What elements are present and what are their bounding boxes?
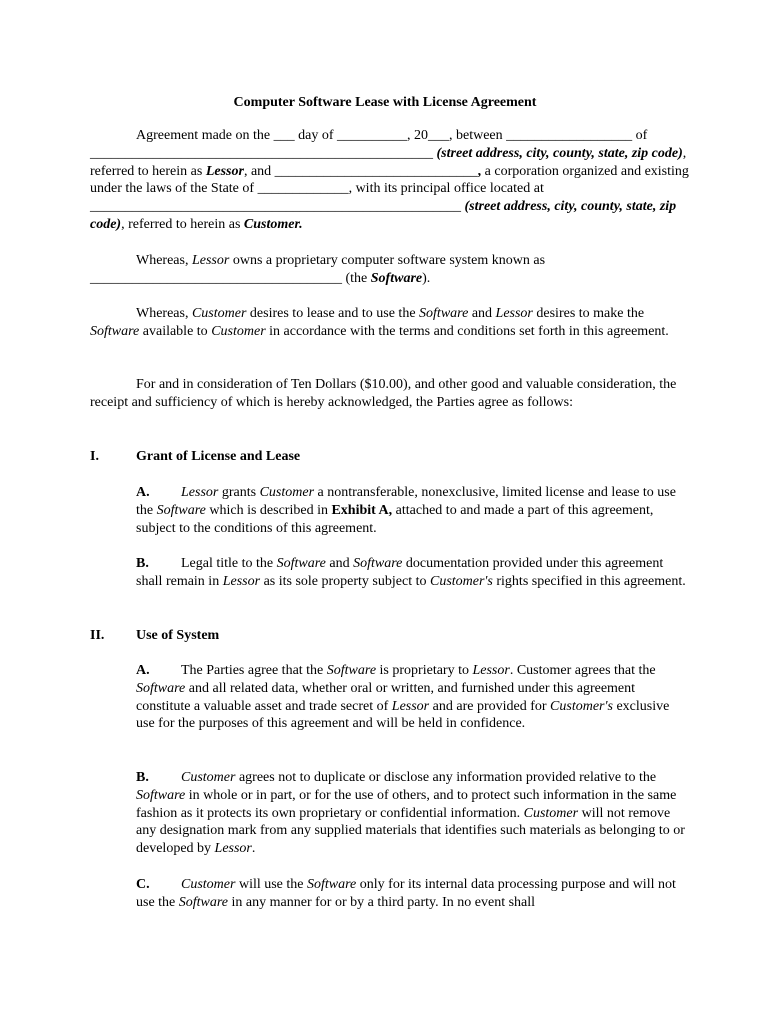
text-section1-heading: Grant of License and Lease: [136, 449, 301, 464]
text-section2-a-t6: exclusive use for the purposes of this agreement and will be held in confidence.: [136, 698, 670, 732]
text-section1-b-t2: and: [325, 556, 354, 571]
text-whereas2-t1: desires to lease and to use the: [246, 306, 420, 321]
text-whereas2-lessor: Lessor: [495, 306, 533, 321]
section-1-heading: [90, 448, 300, 466]
text-intro-of_line: of _________________________________________________: [90, 128, 648, 161]
text-section2-c-t3: in any manner for or by a third party. In no event shall: [228, 894, 536, 910]
text-section1-a-t3: which is described in: [205, 502, 332, 518]
text-section2-a-customers: Customer's: [550, 698, 613, 714]
text-section1-b-t3: documentation provided under this agreement shall remain in: [136, 556, 664, 589]
text-whereas2-customer: Customer: [191, 306, 247, 321]
text-section1-b-lessor: Lessor: [222, 573, 261, 589]
text-whereas2-pre: Whereas,: [136, 306, 192, 321]
text-whereas2-software: Software: [419, 306, 469, 321]
text-whereas1-software: Software: [370, 270, 423, 286]
text-section2-c-t1: will use the: [235, 877, 307, 892]
section-1-clause-b: [136, 555, 686, 591]
text-section2-c-software2: Software: [178, 894, 229, 910]
text-section2-b-t3: will not remove any designation mark from any supplied materials that identifies such materials as belonging to or developed by: [136, 805, 685, 857]
text-section2-a-software: Software: [326, 663, 377, 678]
text-section1-a-software: Software: [156, 502, 206, 518]
text-section2-c-customer: Customer: [181, 877, 236, 892]
text-section2-a-software2: Software: [136, 680, 186, 696]
text-intro-referred_customer: , referred to herein as: [121, 216, 244, 232]
text-section2-c-t2: only for its internal data processing purpose and will not use the: [136, 877, 676, 910]
text-section2-c-label: C.: [136, 877, 150, 892]
text-whereas2-t5: in accordance with the terms and conditions set forth in this agreement.: [265, 323, 669, 339]
text-section1-a-t2: a nontransferable, nonexclusive, limited license and lease to use the: [136, 485, 676, 518]
text-intro-and_blank: , and _____________________________: [243, 163, 478, 179]
section-2-clause-b: [136, 769, 686, 858]
text-intro-a_corporation: a corporation organized and existing under the laws of the State of _____________, with its principal office located at _____________________________________________________: [90, 163, 689, 215]
text-section1-b-software: Software: [276, 556, 326, 571]
text-whereas1-mid: owns a proprietary computer software system known as ____________________________________ (the: [90, 253, 546, 286]
text-section2-a-lessor2: Lessor: [391, 698, 430, 714]
text-section2-b-software: Software: [136, 787, 186, 803]
section-2-heading: [90, 627, 219, 645]
page-title: Computer Software Lease with License Agreement: [233, 95, 537, 110]
consideration-paragraph: [90, 376, 690, 412]
text-intro-bold_comma: ,: [477, 163, 482, 179]
text-section2-b-label: B.: [136, 770, 149, 785]
text-section2-c-software: Software: [307, 877, 357, 892]
whereas-paragraph-2: [90, 305, 690, 341]
text-consideration: For and in consideration of Ten Dollars ($10.00), and other good and valuable consideration, the receipt and sufficiency of which is hereby acknowledged, the Parties agree as follows:: [90, 377, 677, 410]
text-section2-a-t3: . Customer agrees that the: [509, 663, 656, 678]
text-section2-b-lessor: Lessor: [214, 841, 252, 857]
text-section1-a-lessor: Lessor: [181, 485, 219, 500]
text-section1-a-customer: Customer: [259, 485, 315, 500]
whereas-paragraph-1: [90, 252, 690, 288]
text-section2-heading: Use of System: [136, 628, 220, 643]
text-whereas1-lessor: Lessor: [191, 253, 230, 268]
text-section1-b-t4: as its sole property subject to: [260, 573, 430, 589]
text-section2-a-lessor: Lessor: [472, 663, 510, 678]
text-whereas2-customer2: Customer: [211, 323, 266, 339]
text-section2-a-label: A.: [136, 663, 150, 678]
text-section2-num: II.: [90, 628, 105, 643]
text-section1-a-t1: grants: [218, 485, 260, 500]
text-whereas1-post: ).: [422, 270, 431, 286]
text-section1-b-t5: rights specified in this agreement.: [492, 573, 686, 589]
text-section1-num: I.: [90, 449, 99, 464]
text-section2-a-t4: and all related data, whether oral or written, and furnished under this agreement constitute a valuable asset and trade secret of: [136, 680, 636, 714]
text-section1-a-t4: attached to and made a part of this agreement, subject to the conditions of this agreement.: [136, 502, 654, 536]
text-section2-b-customer: Customer: [181, 770, 236, 785]
text-intro-address_label: (street address, city, county, state, zip code): [436, 145, 683, 161]
text-section1-a-exhibit: Exhibit A,: [331, 502, 393, 518]
text-section2-b-t1: agrees not to duplicate or disclose any information provided relative to the: [235, 770, 657, 785]
section-2-clause-c: [136, 876, 686, 912]
text-intro-lessor: Lessor: [205, 163, 244, 179]
text-section1-b-label: B.: [136, 556, 149, 571]
text-whereas2-t4: available to: [139, 323, 212, 339]
text-intro-customer_bold: Customer.: [243, 216, 303, 232]
text-section2-b-t2: in whole or in part, or for the use of others, and to protect such information in the same fashion as it protects its own proprietary or confidential information.: [136, 787, 677, 821]
text-whereas2-t2: and: [468, 306, 496, 321]
text-section1-b-customers: Customer's: [429, 573, 493, 589]
text-intro-referred_lessor: , referred to herein as: [90, 145, 687, 179]
text-whereas2-t3: desires to make the: [532, 306, 645, 321]
text-section1-a-label: A.: [136, 485, 150, 500]
intro-paragraph: [90, 127, 690, 234]
text-intro-address_label2: (street address, city, county, state, zip code): [90, 199, 677, 232]
text-section2-b-t4: .: [251, 841, 256, 857]
section-1-clause-a: [136, 484, 686, 537]
text-section1-b-t1: Legal title to the: [181, 556, 277, 571]
text-section2-b-customer2: Customer: [523, 805, 579, 821]
text-whereas2-software2: Software: [90, 323, 140, 339]
text-section2-a-t2: is proprietary to: [376, 663, 473, 678]
text-intro-agreement_made_on: Agreement made on the ___ day of __________, 20___, between __________________: [136, 128, 633, 143]
text-section2-a-t1: The Parties agree that the: [181, 663, 327, 678]
text-section2-a-t5: and are provided for: [429, 698, 551, 714]
section-2-clause-a: [136, 662, 686, 733]
text-whereas1-pre: Whereas,: [136, 253, 192, 268]
text-section1-b-software2: Software: [353, 556, 403, 571]
